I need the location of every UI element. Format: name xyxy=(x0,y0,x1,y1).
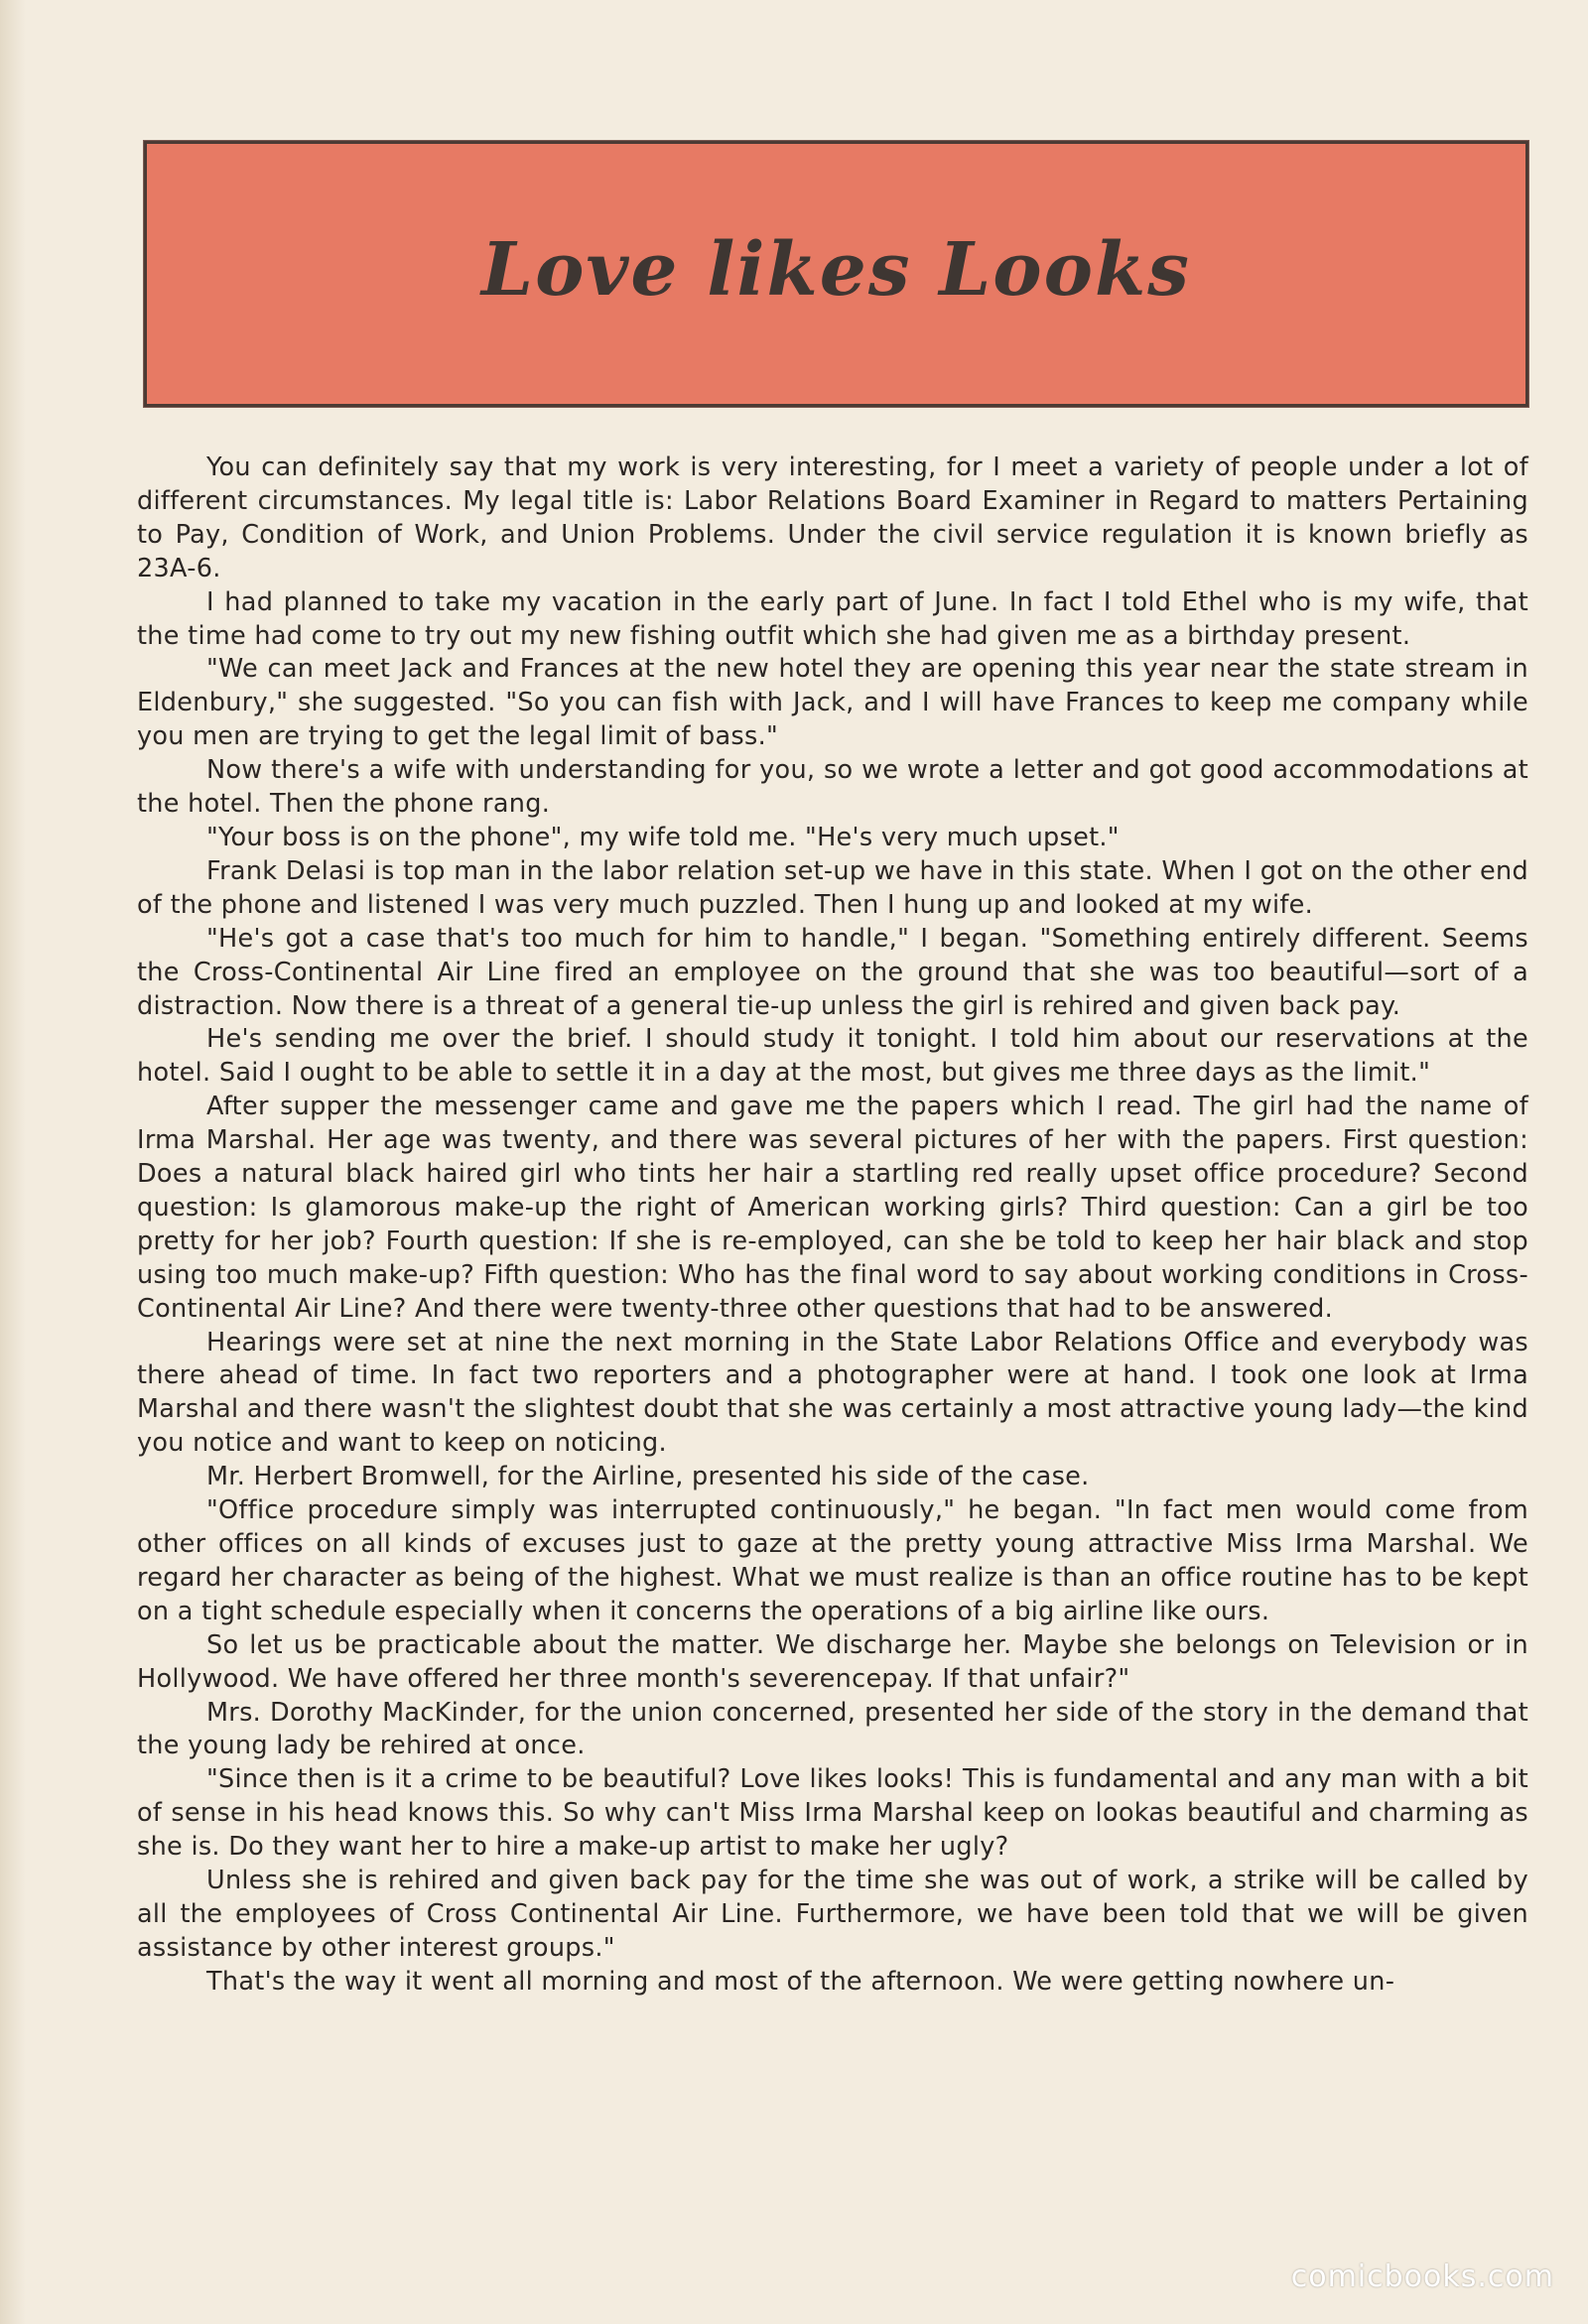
story-paragraph: That's the way it went all morning and most of the afternoon. We were getting nowhere un- xyxy=(206,1966,1395,1997)
story-paragraph: "We can meet Jack and Frances at the new hotel they are opening this year near the state stream in Eldenbury," she suggested. "So you can fish with Jack, and I will have Frances to keep me company while you men are trying to get the legal limit of bass." xyxy=(137,654,1528,752)
story-paragraph: "He's got a case that's too much for him to handle," I began. "Something entirely different. Seems the Cross-Continental Air Line fired an employee on the ground that she was too beautiful—sort of a distraction. Now there is a threat of a general tie-up unless the girl is rehired and given back pay. xyxy=(137,923,1528,1021)
story-paragraph: Unless she is rehired and given back pay for the time she was out of work, a strike will be called by all the employees of Cross Continental Air Line. Furthermore, we have been told that we will be given assistance by other interest groups." xyxy=(137,1866,1528,1963)
story-paragraph: You can definitely say that my work is very interesting, for I meet a variety of people under a lot of different circumstances. My legal title is: Labor Relations Board Examiner in Regard to matters Pertaining to Pay, Condition of Work, and Union Problems. Under the civil service regulation it is known briefly as 23A-6. xyxy=(137,452,1528,583)
story-paragraph: So let us be practicable about the matter. We discharge her. Maybe she belongs on Television or in Hollywood. We have offered her three month's severencepay. If that unfair?" xyxy=(137,1629,1528,1694)
title-banner xyxy=(144,141,1528,407)
watermark-text: comicbooks.com xyxy=(1290,2259,1554,2294)
story-paragraph: Frank Delasi is top man in the labor relation set-up we have in this state. When I got on the other end of the phone and listened I was very much puzzled. Then I hung up and looked at my wife. xyxy=(137,855,1528,920)
story-body xyxy=(137,452,1528,2000)
page-binding-edge xyxy=(0,0,26,2324)
story-paragraph: After supper the messenger came and gave me the papers which I read. The girl had the name of Irma Marshal. Her age was twenty, and there was several pictures of her with the papers. First question: Does a natural black haired girl who tints her hair a startling red really upset office procedure? Second question: Is glamorous make-up the right of American working girls? Third question: Can a girl be too pretty for her job? Fourth question: If she is re-employed, can she be told to keep her hair black and stop using too much make-up? Fifth question: Who has the final word to say about working conditions in Cross-Continental Air Line? And there were twenty-three other questions that had to be answered. xyxy=(137,1092,1528,1324)
story-paragraph: "Your boss is on the phone", my wife told me. "He's very much upset." xyxy=(206,822,1120,852)
story-paragraph: Mr. Herbert Bromwell, for the Airline, presented his side of the case. xyxy=(206,1462,1090,1492)
story-paragraph: He's sending me over the brief. I should study it tonight. I told him about our reservations at the hotel. Said I ought to be able to settle it in a day at the most, but gives me three days as the limit." xyxy=(137,1024,1528,1089)
story-paragraph: I had planned to take my vacation in the early part of June. In fact I told Ethel who is my wife, that the time had come to try out my new fishing outfit which she had given me as a birthday present. xyxy=(137,586,1528,651)
story-paragraph: "Office procedure simply was interrupted continuously," he began. "In fact men would come from other offices on all kinds of excuses just to gaze at the pretty young attractive Miss Irma Marshal. We regard her character as being of the highest. What we must realize is than an office routine has to be kept on a tight schedule especially when it concerns the operations of a big airline like ours. xyxy=(137,1495,1528,1626)
story-paragraph: "Since then is it a crime to be beautiful? Love likes looks! This is fundamental and any man with a bit of sense in his head knows this. So why can't Miss Irma Marshal keep on lookas beautiful and charming as she is. Do they want her to hire a make-up artist to make her ugly? xyxy=(137,1764,1528,1863)
story-paragraph: Mrs. Dorothy MacKinder, for the union concerned, presented her side of the story in the demand that the young lady be rehired at once. xyxy=(137,1697,1528,1761)
story-paragraph: Now there's a wife with understanding for you, so we wrote a letter and got good accommodations at the hotel. Then the phone rang. xyxy=(137,755,1528,820)
story-title: Love likes Looks xyxy=(481,227,1191,313)
story-paragraph: Hearings were set at nine the next morning in the State Labor Relations Office and everybody was there ahead of time. In fact two reporters and a photographer were at hand. I took one look at Irma Marshal and there wasn't the slightest doubt that she was certainly a most attractive young lady—the kind you notice and want to keep on noticing. xyxy=(137,1327,1528,1459)
